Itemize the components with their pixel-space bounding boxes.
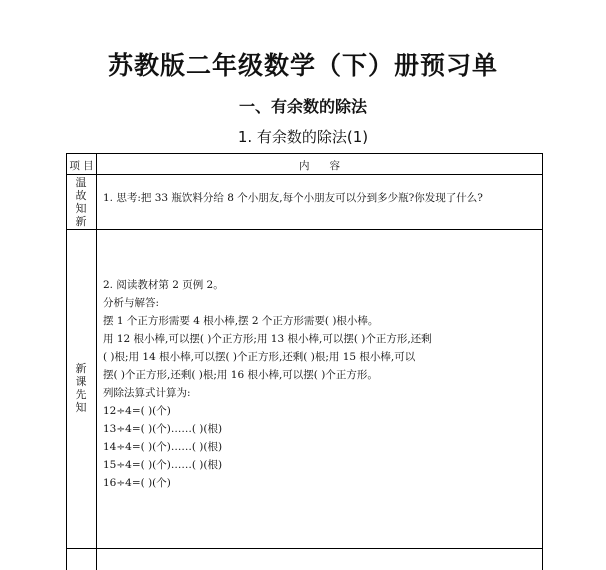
header-item: 项 目 (69, 160, 94, 172)
table-rule-header (66, 174, 543, 175)
header-content: 内 容 (298, 160, 341, 172)
preview-line: 用 12 根小棒,可以摆( )个正方形;用 13 根小棒,可以摆( )个正方形,还剩 (103, 333, 432, 345)
preview-line: 16÷4=( )(个) (103, 477, 171, 489)
preview-line: 摆( )个正方形,还剩( )根;用 16 根小棒,可以摆( )个正方形。 (103, 369, 378, 381)
table-rule-top (66, 153, 543, 154)
preview-line: 摆 1 个正方形需要 4 根小棒,摆 2 个正方形需要( )根小棒。 (103, 315, 379, 327)
preview-line: 14÷4=( )(个)……( )(根) (103, 441, 223, 453)
preview-line: 12÷4=( )(个) (103, 405, 171, 417)
table-rule-row2 (66, 548, 543, 549)
preview-content (103, 276, 432, 492)
preview-line: 13÷4=( )(个)……( )(根) (103, 423, 223, 435)
row-label-review: 温 故 知 新 (75, 176, 87, 228)
preview-line: ( )根;用 14 根小棒,可以摆( )个正方形,还剩( )根;用 15 根小棒,可以 (103, 351, 416, 363)
review-question: 1. 思考:把 33 瓶饮料分给 8 个小朋友,每个小朋友可以分到多少瓶?你发现了什么? (103, 192, 483, 204)
table-rule-right (542, 153, 543, 570)
row-label-preview: 新 课 先 知 (75, 362, 87, 414)
lesson-heading: 1. 有余数的除法(1) (237, 128, 369, 146)
section-subtitle: 一、有余数的除法 (238, 97, 367, 116)
page-title: 苏教版二年级数学（下）册预习单 (107, 51, 498, 80)
preview-line: 2. 阅读教材第 2 页例 2。 (103, 279, 224, 291)
preview-line: 15÷4=( )(个)……( )(根) (103, 459, 223, 471)
preview-line: 分析与解答: (103, 297, 160, 309)
table-rule-divider (96, 153, 97, 570)
table-rule-row1 (66, 229, 543, 230)
preview-line: 列除法算式计算为: (103, 387, 191, 399)
